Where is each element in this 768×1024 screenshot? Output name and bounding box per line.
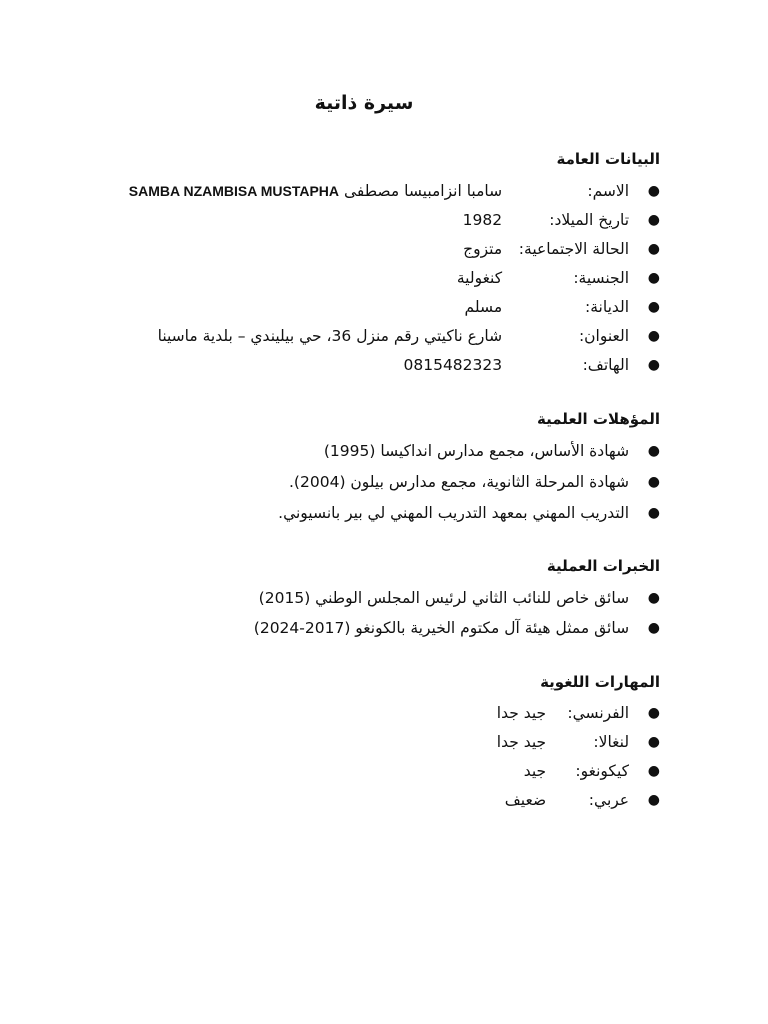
birth-row [463,207,660,233]
bullet-icon: ● [647,474,660,490]
language-label: لنغالا: [593,733,630,751]
language-level: جيد [523,762,547,780]
bullet-icon: ● [647,212,660,228]
language-row [505,787,660,813]
nationality-row [457,265,660,291]
language-level: جيد جدا [496,704,547,722]
bullet-icon: ● [647,443,660,459]
document-title: سيرة ذاتية [314,92,414,114]
marital-label: الحالة الاجتماعية: [518,240,630,258]
name-row [129,178,660,204]
bullet-icon: ● [647,590,660,606]
bullet-icon: ● [647,357,660,373]
language-row [497,729,660,755]
address-label: العنوان: [578,327,630,345]
qualification-item [278,500,660,526]
qualification-text: شهادة الأساس، مجمع مدارس انداكيسا (1995) [323,442,630,460]
qualifications-heading: المؤهلات العلمية [537,410,660,428]
language-level: ضعيف [504,791,547,809]
name-latin: SAMBA NZAMBISA MUSTAPHA [128,183,340,199]
bullet-icon: ● [647,763,660,779]
language-level: جيد جدا [496,733,547,751]
qualification-item [289,469,660,495]
experience-item [254,615,660,641]
bullet-icon: ● [647,328,660,344]
marital-value: متزوج [463,240,503,258]
name-value [129,178,502,204]
religion-label: الديانة: [585,298,630,316]
phone-label: الهاتف: [582,356,630,374]
language-row [524,758,660,784]
nationality-value: كنغولية [456,269,503,287]
qualification-text: التدريب المهني بمعهد التدريب المهني لي بير بانسيوني. [278,504,630,522]
bullet-icon: ● [647,299,660,315]
language-row [497,700,660,726]
bullet-icon: ● [647,734,660,750]
qualification-text: شهادة المرحلة الثانوية، مجمع مدارس بيلون (2004). [289,473,630,491]
experience-item [259,585,660,611]
religion-row [465,294,660,320]
address-row [158,323,660,349]
birth-value: 1982 [462,211,503,229]
phone-row [404,352,661,378]
experience-heading: الخبرات العملية [546,557,660,575]
language-label: الفرنسي: [567,704,630,722]
bullet-icon: ● [647,241,660,257]
languages-heading: المهارات اللغوية [540,673,660,691]
qualification-item [324,438,660,464]
general-heading: البيانات العامة [556,150,660,168]
bullet-icon: ● [647,270,660,286]
marital-row [463,236,660,262]
bullet-icon: ● [647,183,660,199]
language-label: كيكونغو: [575,762,630,780]
name-arabic: سامبا انزامبيسا مصطفى [343,182,503,200]
address-value: شارع ناكيتي رقم منزل 36، حي بيليندي – بلدية ماسينا [157,327,503,345]
religion-value: مسلم [464,298,503,316]
bullet-icon: ● [647,505,660,521]
bullet-icon: ● [647,792,660,808]
language-label: عربي: [588,791,630,809]
phone-value: 0815482323 [403,356,503,374]
birth-label: تاريخ الميلاد: [549,211,630,229]
bullet-icon: ● [647,705,660,721]
nationality-label: الجنسية: [573,269,630,287]
bullet-icon: ● [647,620,660,636]
experience-text: سائق ممثل هيئة آل مكتوم الخيرية بالكونغو (2017-2024) [253,619,630,637]
name-label: الاسم: [587,182,630,200]
experience-text: سائق خاص للنائب الثاني لرئيس المجلس الوطني (2015) [258,589,630,607]
